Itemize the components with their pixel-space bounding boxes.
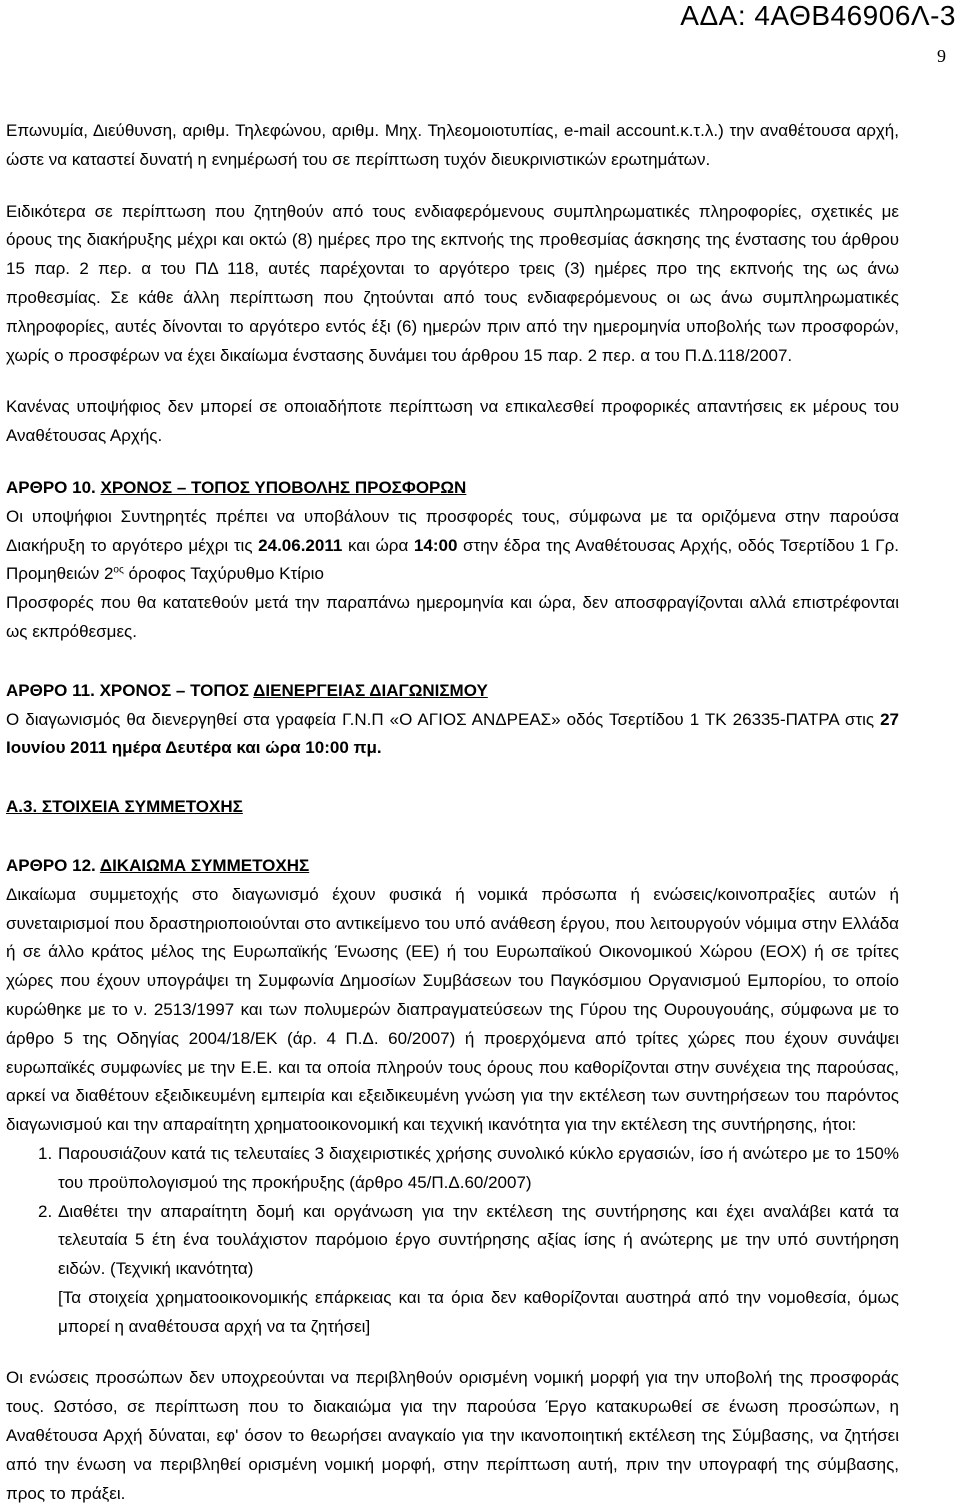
ada-code: ΑΔΑ: 4ΑΘΒ46906Λ-3	[680, 0, 956, 31]
document-body	[6, 117, 899, 1508]
section-a3-title: Α.3. ΣΤΟΙΧΕΙΑ ΣΥΜΜΕΤΟΧΗΣ	[6, 797, 243, 817]
article-10-heading	[6, 474, 899, 503]
paragraph-contact-info: Επωνυμία, Διεύθυνση, αριθμ. Τηλεφώνου, αριθμ. Μηχ. Τηλεομοιοτυπίας, e-mail account.κ.τ.λ.) την αναθέτουσα αρχή, ώστε να καταστεί δυνατή η ενημέρωσή του σε περίπτωση τυχόν διευκρινιστικών ερωτημάτων.	[6, 121, 899, 169]
article-11-heading	[6, 677, 899, 706]
deadline-time: 14:00	[413, 535, 458, 555]
paragraph-oral-answers: Κανένας υποψήφιος δεν μπορεί σε οποιαδήποτε περίπτωση να επικαλεσθεί προφορικές απαντήσεις εκ μέρους του Αναθέτουσας Αρχής.	[6, 397, 899, 446]
article-10-title: ΧΡΟΝΟΣ – ΤΟΠΟΣ ΥΠΟΒΟΛΗΣ ΠΡΟΣΦΟΡΩΝ	[100, 477, 467, 497]
paragraph-clarifications: Ειδικότερα σε περίπτωση που ζητηθούν από τους ενδιαφερόμενους συμπληρωματικές πληροφορίες, σχετικές με όρους της διακήρυξης μέχρι και οκτώ (8) ημέρες προ της εκπνοής της προθεσμίας άσκησης της ένστασης του άρθρου 15 παρ. 2 περ. α του ΠΔ 118, αυτές παρέχονται το αργότερο τρεις (3) ημέρες προ της εκπνοής της ως άνω προθεσμίας. Σε κάθε άλλη περίπτωση που ζητούνται από τους ενδιαφερόμενους οι ως άνω συμπληρωματικές πληροφορίες, αυτές δίνονται το αργότερο εντός έξι (6) ημερών πριν από την ημερομηνία υποβολής των προσφορών, χωρίς ο προσφέρων να έχει δικαίωμα ένστασης δυνάμει του άρθρου 15 παρ. 2 περ. α του Π.Δ.118/2007.	[6, 201, 899, 365]
article-12-closing: Οι ενώσεις προσώπων δεν υποχρεούνται να περιβληθούν ορισμένη νομική μορφή για την υποβολή της προσφοράς τους. Ωστόσο, σε περίπτωση που το διακαιώμα για την παρούσα Έργο κατακυρωθεί σε ένωση προσώπων, η Αναθέτουσα Αρχή δύναται, εφ' όσον το θεωρήσει αναγκαίο για την ικανοποιητική εκτέλεση της Σύμβασης, να ζητήσει από την ένωση να περιβληθεί ορισμένη νομική μορφή, στην περίπτωση αυτή, πριν την υπογραφή της σύμβασης, προς το πράξει.	[6, 1368, 899, 1503]
article-10-text: Οι υποψήφιοι Συντηρητές πρέπει να υποβάλουν τις προσφορές τους, σύμφωνα με τα οριζόμενα στην παρούσα Διακήρυξη το αργότερο μέχρι τις 24.06.2011 και ώρα 14:00 στην έδρα της Αναθέτουσας Αρχής, οδός Τσερτίδου 1 Γρ. Προμηθειών $2^{o\varsigma}$ όροφος Ταχύρυθμο Κτίριο	[6, 506, 900, 584]
ordinal-superscript: ος	[113, 564, 124, 576]
article-10-late-offers: Προσφορές που θα κατατεθούν μετά την παραπάνω ημερομηνία και ώρα, δεν αποσφραγίζονται αλλά επιστρέφονται ως εκπρόθεσμες.	[6, 593, 899, 641]
article-10-label: ΑΡΘΡΟ 10.	[6, 477, 96, 497]
article-12-text: Δικαίωμα συμμετοχής στο διαγωνισμό έχουν φυσικά ή νομικά πρόσωπα ή ενώσεις/κοινοπραξίες αυτών ή συνεταιρισμοί που δραστηριοποιούνται στο αντικείμενο του υπό ανάθεση έργου, που λειτουργούν νόμιμα στην Ελλάδα ή σε άλλο κράτος μέλος της Ευρωπαϊκής Ένωσης (ΕΕ) ή του Ευρωπαϊκού Οικονομικού Χώρου (ΕΟΧ) ή σε τρίτες χώρες που έχουν υπογράψει τη Συμφωνία Δημοσίων Συμβάσεων του Παγκόσμιου Οργανισμού Εμπορίου, το οποίο κυρώθηκε με το ν. 2513/1997 και των πολυμερών διαπραγματεύσεων της Γύρου της Ουρουγουάης, σύμφωνα με το άρθρο 5 της Οδηγίας 2004/18/ΕΚ (άρ. 4 Π.Δ. 60/2007) ή προερχόμενα από τρίτες χώρες που έχουν συνάψει ευρωπαϊκές συμφωνίες με την Ε.Ε. και τα οποία πληρούν τους όρους που καθορίζονται στην συνέχεια της παρούσας, αρκεί να διαθέτουν εξειδικευμένη εμπειρία και εξειδικευμένη γνώση για την εκτέλεση των συντηρήσεων του παρόντος διαγωνισμού και την απαραίτητη χρηματοοικονομική και τεχνική ικανότητα για την εκτέλεση της συντήρησης, ήτοι:	[6, 884, 899, 1135]
financial-note: [Τα στοιχεία χρηματοοικονομικής επάρκειας και τα όρια δεν καθορίζονται αυστηρά από την νομοθεσία, όμως μπορεί η αναθέτουσα αρχή να τα ζητήσει]	[58, 1287, 899, 1336]
tender-date: 27 Ιουνίου 2011 ημέρα Δευτέρα και ώρα 10:00 πμ.	[6, 709, 899, 758]
list-item: 1. Παρουσιάζουν κατά τις τελευταίες 3 διαχειριστικές χρήσης συνολικό κύκλο εργασιών, ίσο ή ανώτερο με το 150% του προϋπολογισμού της προκήρυξης (άρθρο 45/Π.Δ.60/2007)	[38, 1143, 899, 1192]
page-number: 9	[937, 46, 946, 66]
deadline-date: 24.06.2011	[258, 535, 343, 555]
article-11-text: Ο διαγωνισμός θα διενεργηθεί στα γραφεία Γ.Ν.Π «Ο ΑΓΙΟΣ ΑΝΔΡΕΑΣ» οδός Τσερτίδου 1 ΤΚ 26335-ΠΑΤΡΑ στις 27 Ιουνίου 2011 ημέρα Δευτέρα και ώρα 10:00 πμ.	[6, 709, 899, 758]
list-item: 2. Διαθέτει την απαραίτητη δομή και οργάνωση για την εκτέλεση της συντήρησης και έχει αναλάβει κατά τα τελευταία 5 έτη ένα τουλάχιστον παρόμοιο έργο συντήρησης αξίας ίσης ή ανώτερης με την υπό συντήρηση ειδών. (Τεχνική ικανότητα) [Τα στοιχεία χρηματοοικονομικής επάρκειας και τα όρια δεν καθορίζονται αυστηρά από την νομοθεσία, όμως μπορεί η αναθέτουσα αρχή να τα ζητήσει]	[58, 1198, 899, 1342]
article-12-label: ΑΡΘΡΟ 12.	[6, 855, 96, 875]
article-12-heading	[6, 852, 899, 881]
article-12-title: ΔΙΚΑΙΩΜΑ ΣΥΜΜΕΤΟΧΗΣ	[99, 855, 310, 875]
article-11-title: ΧΡΟΝΟΣ – ΤΟΠΟΣ ΔΙΕΝΕΡΓΕΙΑΣ ΔΙΑΓΩΝΙΣΜΟΥ	[99, 680, 488, 700]
article-11-label: ΑΡΘΡΟ 11.	[6, 680, 95, 700]
requirements-list	[6, 1140, 899, 1342]
